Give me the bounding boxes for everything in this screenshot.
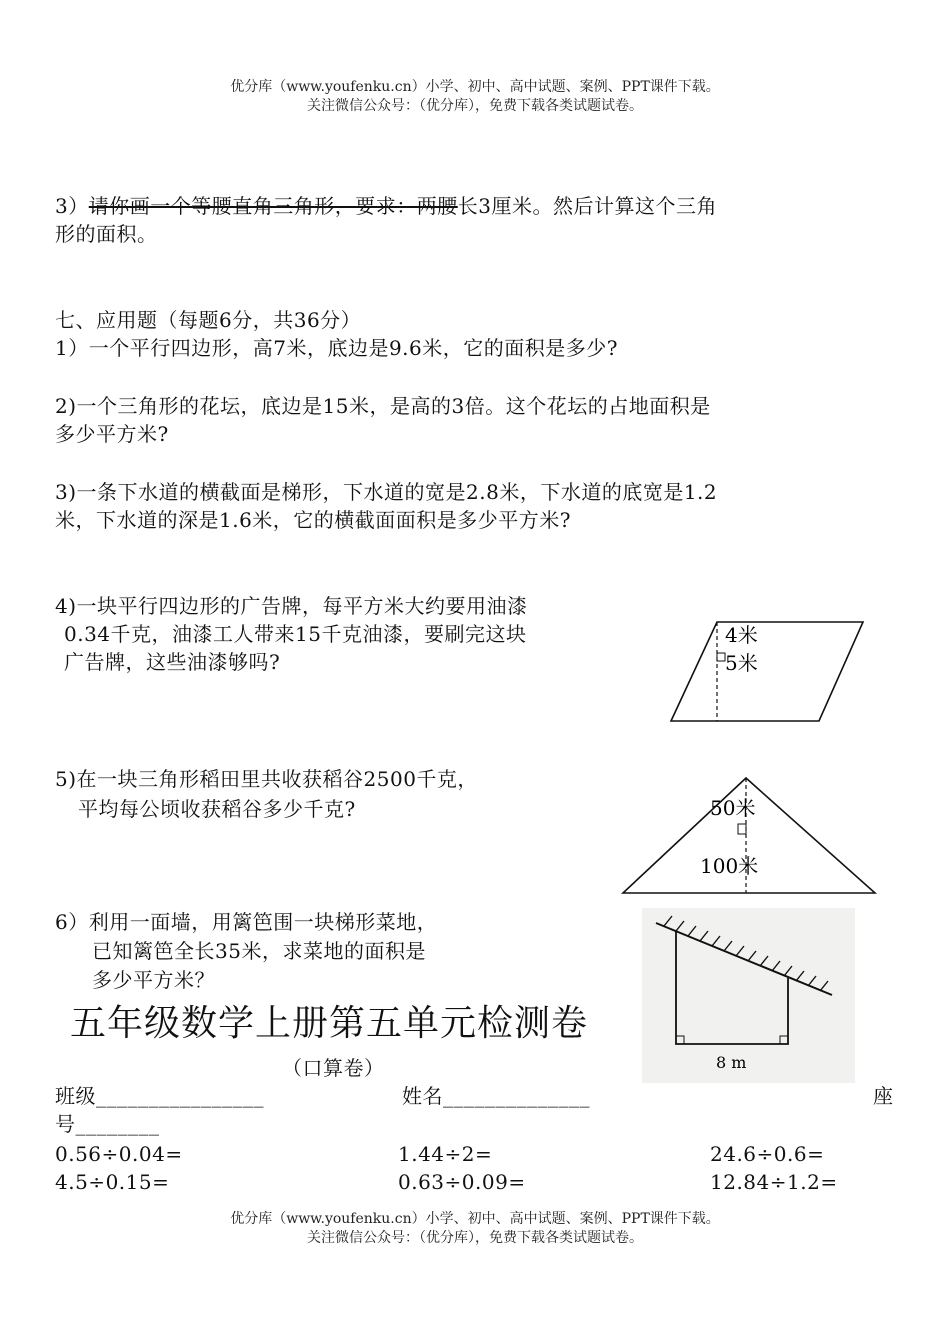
footer-line-1: 优分库（www.youfenku.cn）小学、初中、高中试题、案例、PPT课件下载。	[230, 1211, 720, 1227]
right-angle-mark	[738, 824, 746, 834]
q3-draw-struck-text: 请你画一个等腰直角三角形，要求：两腰	[88, 194, 458, 218]
oral-test-subtitle: （口算卷）	[282, 1056, 385, 1080]
trapezoid-figure	[642, 908, 855, 1083]
q3-draw-line2: 形的面积。	[55, 222, 158, 246]
section7-heading: 七、应用题（每题6分，共36分）	[55, 308, 362, 332]
oral-problem: 4.5÷0.15=	[55, 1170, 170, 1194]
fence-line	[676, 931, 788, 1044]
q2-line2: 多少平方米?	[55, 422, 169, 446]
triangle-height-label: 50米	[710, 796, 756, 820]
q4-line1: 4)一块平行四边形的广告牌，每平方米大约要用油漆	[55, 594, 528, 618]
parallelogram-figure	[665, 615, 870, 727]
top-header	[0, 78, 950, 116]
name-field: 姓名______________	[402, 1084, 590, 1108]
seat-field-line: 号________	[55, 1112, 160, 1136]
oral-test-title: 五年级数学上册第五单元检测卷	[70, 1003, 589, 1044]
right-angle-mark	[717, 653, 725, 661]
right-angle-mark	[676, 1036, 684, 1044]
q1-text: 1）一个平行四边形，高7米，底边是9.6米，它的面积是多少?	[55, 336, 618, 360]
triangle-figure	[618, 772, 880, 897]
seat-field-label: 座	[873, 1084, 894, 1108]
parallelogram-top-label: 4米	[725, 623, 758, 647]
right-angle-mark	[780, 1036, 788, 1044]
q3-line1: 3)一条下水道的横截面是梯形，下水道的宽是2.8米，下水道的底宽是1.2	[55, 480, 718, 504]
oral-problem: 0.56÷0.04=	[55, 1142, 183, 1166]
parallelogram-shape	[671, 622, 863, 721]
wall-hatching	[664, 916, 828, 991]
q5-line1: 5)在一块三角形稻田里共收获稻谷2500千克，	[55, 767, 478, 791]
q3-draw-line1	[55, 192, 717, 220]
q6-line3: 多少平方米？	[92, 968, 215, 992]
q6-line2: 已知篱笆全长35米，求菜地的面积是	[92, 939, 426, 963]
oral-problem: 24.6÷0.6=	[710, 1142, 825, 1166]
q3-draw-prefix: 3）	[55, 194, 89, 218]
q5-line2: 平均每公顷收获稻谷多少千克?	[78, 797, 356, 821]
oral-problem: 12.84÷1.2=	[710, 1170, 838, 1194]
header-line-2: 关注微信公众号：（优分库），免费下载各类试题试卷。	[307, 98, 643, 114]
trapezoid-photo	[642, 908, 855, 1083]
parallelogram-height-label: 5米	[725, 651, 758, 675]
q6-line1: 6）利用一面墙，用篱笆围一块梯形菜地，	[55, 910, 438, 934]
q4-line3: 广告牌，这些油漆够吗?	[64, 650, 281, 674]
q4-line2: 0.34千克，油漆工人带来15千克油漆，要刷完这块	[64, 622, 527, 646]
q2-line1: 2)一个三角形的花坛，底边是15米，是高的3倍。这个花坛的占地面积是	[55, 394, 711, 418]
oral-problem: 0.63÷0.09=	[398, 1170, 526, 1194]
oral-problem: 1.44÷2=	[398, 1142, 493, 1166]
q3-draw-rest: 长3厘米。然后计算这个三角	[457, 194, 717, 218]
trapezoid-base-label: 8 m	[716, 1053, 747, 1072]
triangle-base-label: 100米	[700, 854, 759, 878]
wall-line	[656, 923, 832, 995]
q3-line2: 米，下水道的深是1.6米，它的横截面面积是多少平方米?	[55, 508, 572, 532]
class-field: 班级________________	[55, 1084, 264, 1108]
bottom-footer	[0, 1210, 950, 1248]
footer-line-2: 关注微信公众号：（优分库），免费下载各类试题试卷。	[307, 1230, 643, 1246]
header-line-1: 优分库（www.youfenku.cn）小学、初中、高中试题、案例、PPT课件下载。	[230, 79, 720, 95]
